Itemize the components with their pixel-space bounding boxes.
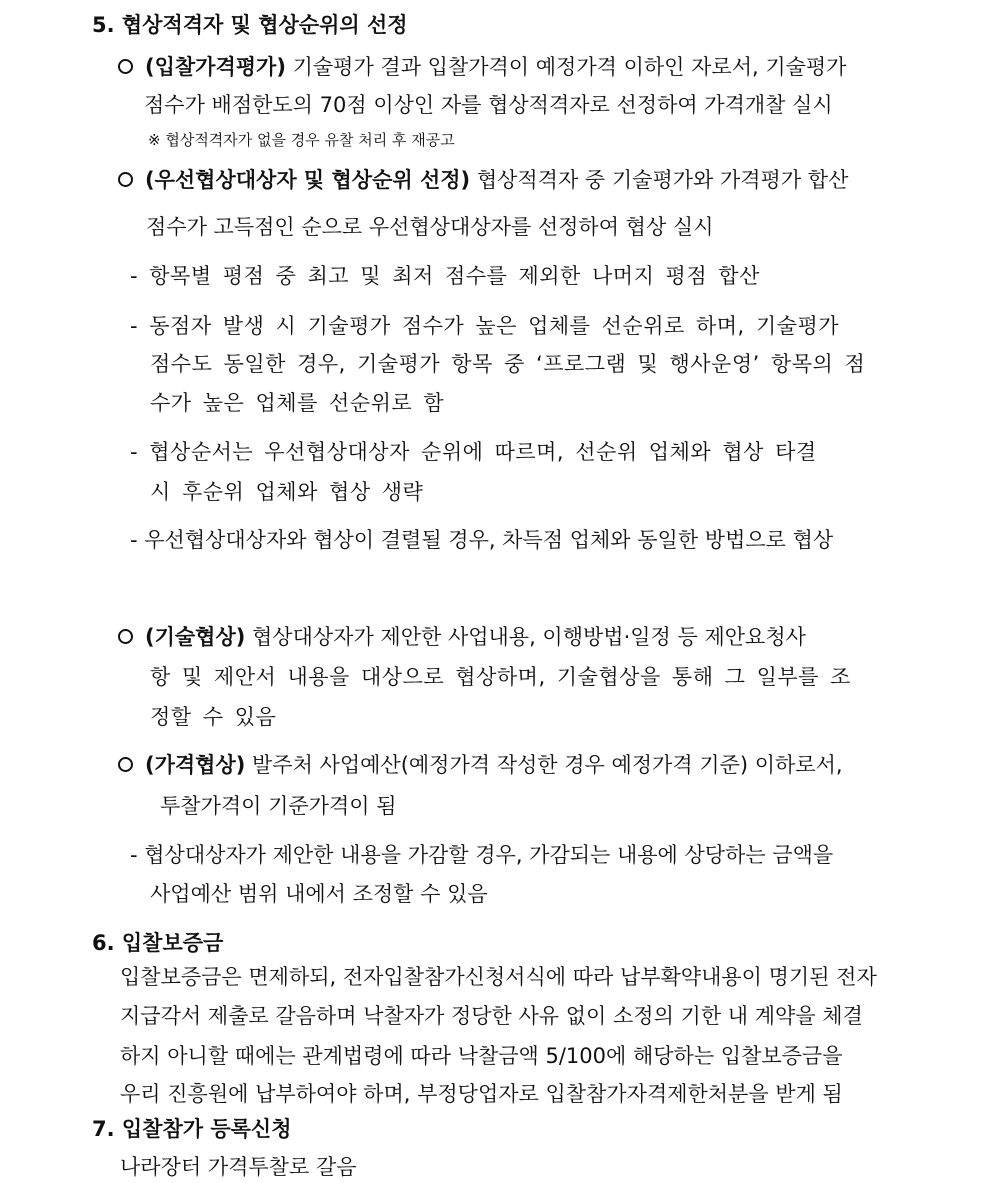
dash-item: - 협상대상자가 제안한 내용을 가감할 경우, 가감되는 내용에 상당하는 금액을 — [130, 843, 834, 867]
bullet-text: 기술평가 결과 입찰가격이 예정가격 이하인 자로서, 기술평가 — [285, 55, 847, 79]
paragraph-line: 지급각서 제출로 갈음하며 낙찰자가 정당한 사유 없이 소정의 기한 내 계약을 체결 — [120, 1004, 863, 1028]
section-5-heading: 5. 협상적격자 및 협상순위의 선정 — [92, 13, 408, 37]
circle-bullet-icon — [118, 59, 133, 74]
bullet-text: 협상적격자 중 기술평가와 가격평가 합산 — [470, 168, 849, 192]
paragraph-line: 투찰가격이 기준가격이 됨 — [160, 794, 397, 818]
paragraph-line: 시 후순위 업체와 협상 생략 — [150, 480, 424, 504]
bullet-label: (우선협상대상자 및 협상순위 선정) — [145, 168, 471, 192]
circle-bullet-icon — [118, 629, 133, 644]
paragraph-line: 수가 높은 업체를 선순위로 함 — [150, 391, 445, 415]
dash-item: - 동점자 발생 시 기술평가 점수가 높은 업체를 선순위로 하며, 기술평가 — [130, 314, 840, 338]
paragraph-line: 점수가 고득점인 순으로 우선협상대상자를 선정하여 협상 실시 — [146, 215, 714, 239]
dash-item: - 항목별 평점 중 최고 및 최저 점수를 제외한 나머지 평점 합산 — [130, 264, 760, 288]
bullet-text: 발주처 사업예산(예정가격 작성한 경우 예정가격 기준) 이하로서, — [245, 753, 843, 777]
paragraph-line: 점수가 배점한도의 70점 이상인 자를 협상적격자로 선정하여 가격개찰 실시 — [144, 93, 833, 117]
paragraph-line: 입찰보증금은 면제하되, 전자입찰참가신청서식에 따라 납부확약내용이 명기된 전자 — [120, 965, 877, 989]
bullet-priority-negotiation — [118, 165, 848, 195]
paragraph-line: 하지 아니할 때에는 관계법령에 따라 낙찰금액 5/100에 해당하는 입찰보증금을 — [120, 1044, 843, 1068]
paragraph-line: 항 및 제안서 내용을 대상으로 협상하며, 기술협상을 통해 그 일부를 조 — [150, 665, 851, 689]
bullet-label: (입찰가격평가) — [145, 55, 286, 79]
circle-bullet-icon — [118, 172, 133, 187]
bullet-label: (가격협상) — [145, 753, 246, 777]
paragraph-line: 사업예산 범위 내에서 조정할 수 있음 — [150, 882, 488, 906]
section-6-heading: 6. 입찰보증금 — [92, 931, 224, 955]
dash-item: - 우선협상대상자와 협상이 결렬될 경우, 차득점 업체와 동일한 방법으로 협상 — [130, 528, 834, 552]
bullet-label: (기술협상) — [145, 625, 246, 649]
note-line: ※ 협상적격자가 없을 경우 유찰 처리 후 재공고 — [148, 131, 455, 149]
dash-item: - 협상순서는 우선협상대상자 순위에 따르며, 선순위 업체와 협상 타결 — [130, 440, 817, 464]
bullet-tech-negotiation — [118, 622, 806, 652]
bullet-text: 협상대상자가 제안한 사업내용, 이행방법·일정 등 제안요청사 — [245, 625, 806, 649]
paragraph-line: 우리 진흥원에 납부하여야 하며, 부정당업자로 입찰참가자격제한처분을 받게 됨 — [120, 1082, 843, 1106]
circle-bullet-icon — [118, 757, 133, 772]
bullet-bid-price-eval — [118, 52, 846, 82]
paragraph-line: 나라장터 가격투찰로 갈음 — [120, 1155, 357, 1179]
paragraph-line: 정할 수 있음 — [150, 705, 277, 729]
section-7-heading: 7. 입찰참가 등록신청 — [92, 1117, 292, 1141]
bullet-price-negotiation — [118, 750, 843, 780]
paragraph-line: 점수도 동일한 경우, 기술평가 항목 중 ‘프로그램 및 행사운영’ 항목의 점 — [150, 352, 866, 376]
